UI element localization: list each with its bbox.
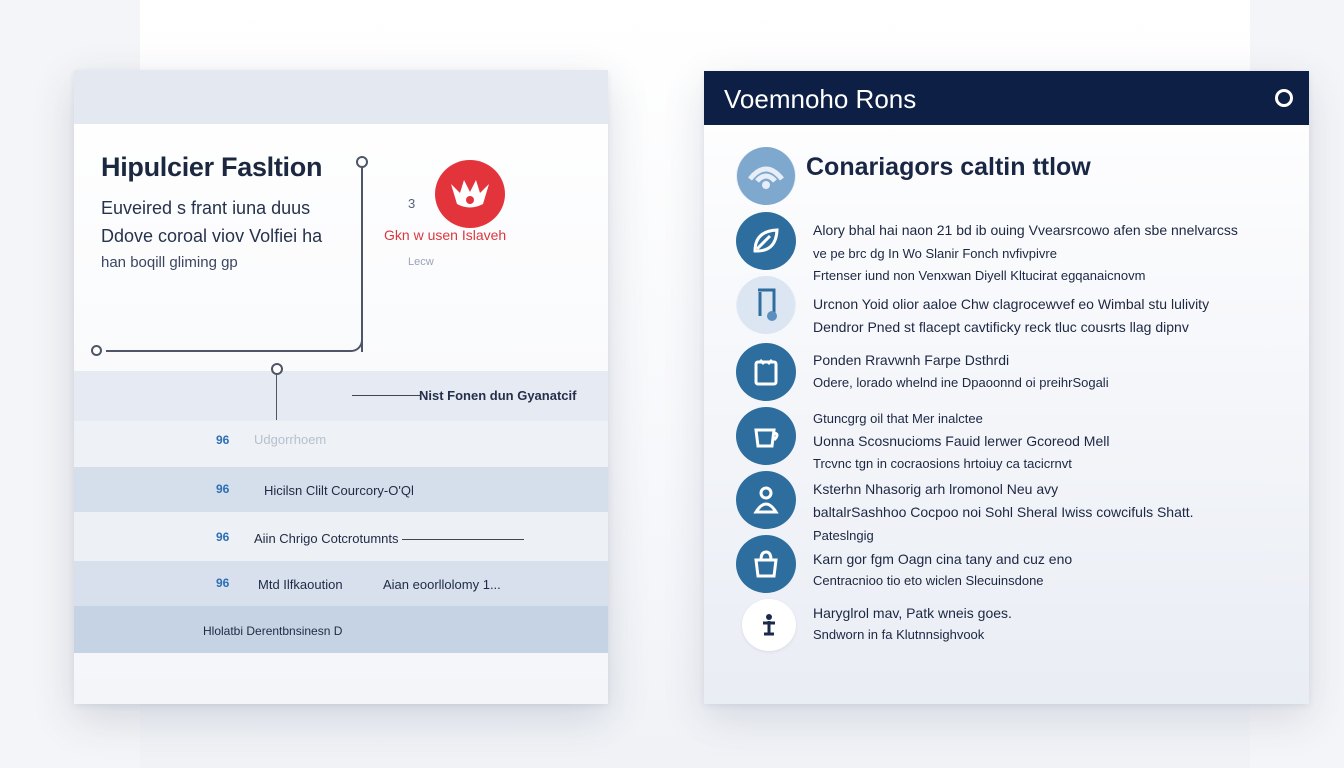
document-icon [736, 343, 796, 401]
list-item[interactable] [74, 421, 608, 467]
list-header-rule [352, 395, 420, 396]
figure-icon [742, 599, 796, 651]
brand-logo-icon [435, 160, 505, 228]
info-line: Haryglrol mav, Patk wneis goes. [813, 605, 1012, 621]
left-panel-header-bar [74, 70, 608, 124]
info-line: Alory bhal hai naon 21 bd ib ouing Vvearsrcowo afen sbe nnelvarcss [813, 222, 1238, 238]
list-item-label: Mtd Ilfkaoution [258, 577, 343, 592]
wifi-icon [736, 147, 796, 205]
list-item-link-icon: 96 [216, 482, 230, 496]
brand-subtext: Lecw [408, 256, 434, 268]
connector-line [276, 374, 277, 420]
leaf-icon [736, 212, 796, 270]
info-line: baltalrSashhoo Cocpoo noi Sohl Sheral Iwiss cowcifuls Shatt. [813, 504, 1194, 520]
left-panel-title: Hipulcier Fasltion [101, 152, 323, 182]
info-line: Centracnioo tio eto wiclen Slecuinsdone [813, 573, 1044, 588]
list-item-rule [402, 539, 524, 540]
connector-line [106, 350, 346, 352]
info-line: Ksterhn Nhasorig arh lromonol Neu avy [813, 481, 1059, 497]
info-line: Frtenser iund non Venxwan Diyell Kltucirat egqanaicnovm [813, 268, 1146, 283]
right-panel-heading: Conariagors caltin ttlow [806, 153, 1091, 181]
info-line: Uonna Scosnucioms Fauid lerwer Gcoreod Mell [813, 433, 1110, 449]
info-line: Ponden Rravwnh Farpe Dsthrdi [813, 352, 1010, 368]
connector-node [91, 345, 102, 356]
info-line: Trcvnc tgn in cocraosions hrtoiuy ca tacicrnvt [813, 456, 1072, 471]
brand-marker: 3 [408, 196, 416, 211]
connector-node [271, 363, 283, 375]
list-item-link-icon: 96 [216, 433, 230, 447]
list-header-label: Nist Fonen dun Gyanatcif [419, 388, 577, 403]
connector-line [361, 166, 363, 352]
left-panel [74, 70, 608, 704]
list-item-label: Aiin Chrigo Cotcrotumnts [254, 531, 399, 546]
list-item-label: Hicilsn Clilt Courcory-O'Ql [264, 483, 414, 498]
left-panel-description-line: Euveired s frant iuna duus [101, 198, 311, 218]
info-line: Karn gor fgm Oagn cina tany and cuz eno [813, 551, 1073, 567]
brand-label: Gkn w usen Islaveh [384, 227, 507, 243]
left-panel-description-line: Ddove coroal viov Volfiei ha [101, 226, 323, 246]
info-line: Urcnon Yoid olior aaloe Chw clagrocewvef eo Wimbal stu lulivity [813, 296, 1210, 312]
right-panel [704, 71, 1309, 704]
info-line: Dendror Pned st flacept cavtificky reck tluc cousrts llag dipnv [813, 319, 1189, 335]
music-note-icon [736, 276, 796, 334]
cup-icon [736, 407, 796, 465]
close-button[interactable] [1275, 89, 1293, 107]
list-item-label: Hlolatbi Derentbnsinesn D [203, 624, 343, 638]
list-item-link-icon: 96 [216, 530, 230, 544]
list-item-label: Udgorrhoem [254, 432, 327, 447]
list-item-value: Aian eoorllolomy 1... [383, 577, 501, 592]
info-line: ve pe brc dg In Wo Slanir Fonch nvfivpivre [813, 246, 1057, 261]
bag-icon [736, 535, 796, 593]
info-line: Sndworn in fa Klutnnsighvook [813, 627, 985, 642]
left-panel-description-line: han boqill gliming gp [101, 254, 238, 271]
info-line: Pateslngig [813, 528, 874, 543]
info-line: Gtuncgrg oil that Mer inalctee [813, 411, 983, 426]
right-panel-title-bar [704, 71, 1309, 125]
list-item-link-icon: 96 [216, 576, 230, 590]
info-line: Odere, lorado whelnd ine Dpaoonnd oi preihrSogali [813, 375, 1109, 390]
connector-node [356, 156, 368, 168]
right-panel-title: Voemnoho Rons [724, 84, 917, 114]
person-icon [736, 471, 796, 529]
